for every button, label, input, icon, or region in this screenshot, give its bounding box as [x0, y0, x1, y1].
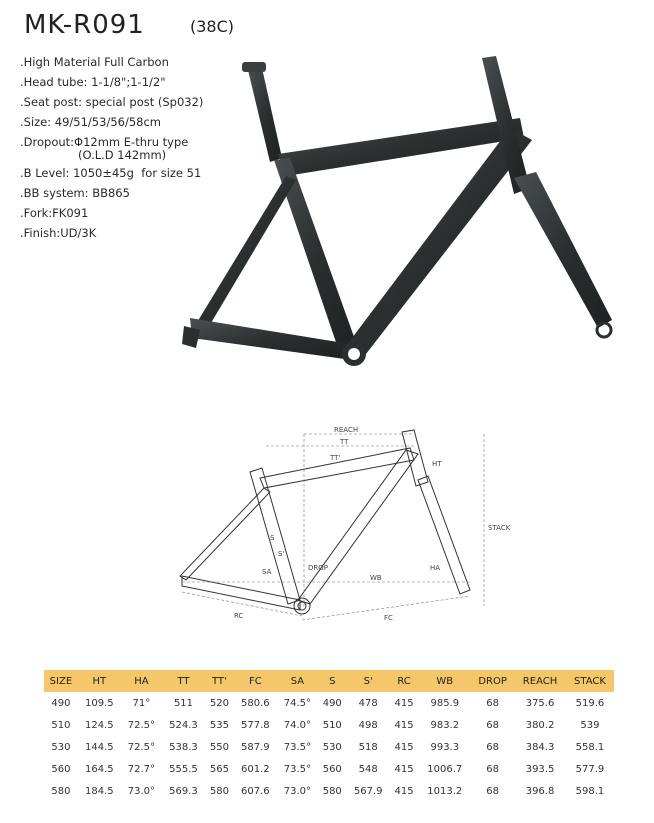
table-cell: 510: [322, 719, 342, 731]
label-tt: TT: [340, 438, 349, 446]
col-s2: S': [347, 670, 390, 692]
table-cell: 478: [358, 697, 378, 709]
spec-fork: .Fork:FK091: [20, 206, 89, 220]
table-cell: 72.7°: [127, 763, 156, 775]
table-cell: 983.2: [430, 719, 460, 731]
label-drop: DROP: [308, 564, 328, 572]
table-cell: 567.9: [353, 785, 383, 797]
table-cell: 993.3: [430, 741, 460, 753]
col-ht: HT: [78, 670, 121, 692]
table-cell: 415: [394, 785, 414, 797]
diagram-seat-stay: [180, 488, 270, 580]
geometry-diagram: [170, 420, 510, 635]
label-ha: HA: [430, 564, 441, 572]
col-rc: RC: [390, 670, 419, 692]
diagram-chain-stay: [182, 576, 300, 610]
label-reach: REACH: [334, 426, 359, 434]
table-cell: 73.0°: [127, 785, 156, 797]
table-cell: 498: [358, 719, 378, 731]
table-cell: 577.9: [575, 763, 605, 775]
diagram-fork: [418, 476, 470, 594]
table-cell: 519.6: [575, 697, 605, 709]
table-cell: 558.1: [575, 741, 605, 753]
table-cell: 530: [51, 741, 71, 753]
table-cell: 74.5°: [283, 697, 311, 709]
table-cell: 511: [173, 697, 194, 709]
diagram-bb-inner: [298, 602, 306, 610]
table-cell: 144.5: [85, 741, 114, 753]
col-wb: WB: [418, 670, 471, 692]
table-cell: 68: [486, 719, 499, 731]
table-cell: 490: [322, 697, 342, 709]
table-cell: 396.8: [525, 785, 555, 797]
table-cell: 73.0°: [283, 785, 311, 797]
table-cell: 580: [51, 785, 71, 797]
table-cell: 415: [394, 741, 414, 753]
col-tt2: TT': [205, 670, 234, 692]
col-size: SIZE: [44, 670, 78, 692]
spec-dropout-old: (O.L.D 142mm): [78, 148, 167, 162]
label-stack: STACK: [488, 524, 510, 532]
product-title: MK-R091: [24, 10, 145, 40]
col-s: S: [318, 670, 347, 692]
table-cell: 68: [486, 785, 499, 797]
table-row: [44, 780, 614, 802]
table-cell: 415: [394, 763, 414, 775]
frame-photo: [170, 48, 630, 378]
table-cell: 184.5: [85, 785, 114, 797]
table-cell: 71°: [132, 697, 151, 709]
table-cell: 68: [486, 741, 499, 753]
table-cell: 580: [322, 785, 342, 797]
table-cell: 560: [322, 763, 342, 775]
label-sa: SA: [262, 568, 272, 576]
chain-stay: [190, 318, 352, 360]
table-cell: 384.3: [525, 741, 555, 753]
table-cell: 524.3: [169, 719, 198, 731]
spec-material: .High Material Full Carbon: [20, 55, 169, 69]
saddle-clamp: [242, 62, 266, 72]
table-cell: 415: [394, 719, 414, 731]
table-cell: 535: [209, 719, 229, 731]
geometry-table: [44, 670, 614, 802]
table-header-row: [44, 670, 614, 692]
table-cell: 68: [486, 697, 499, 709]
product-variant: (38C): [190, 17, 235, 36]
col-tt: TT: [162, 670, 205, 692]
table-cell: 550: [209, 741, 229, 753]
table-row: [44, 692, 614, 714]
diagram-bottom-bracket: [294, 598, 310, 614]
table-cell: 577.8: [240, 719, 270, 731]
col-reach: REACH: [514, 670, 566, 692]
label-tt2: TT': [330, 454, 341, 462]
table-cell: 601.2: [240, 763, 270, 775]
table-row: [44, 758, 614, 780]
table-cell: 490: [51, 697, 71, 709]
col-fc: FC: [234, 670, 277, 692]
table-cell: 74.0°: [283, 719, 311, 731]
table-cell: 569.3: [169, 785, 198, 797]
spec-bb-system: .BB system: BB865: [20, 186, 130, 200]
table-cell: 555.5: [169, 763, 198, 775]
label-s2: S': [278, 550, 285, 558]
col-sa: SA: [277, 670, 318, 692]
label-fc: FC: [384, 614, 393, 622]
diagram-seat-tube: [250, 468, 300, 604]
col-ha: HA: [121, 670, 162, 692]
table-cell: 73.5°: [283, 763, 311, 775]
table-cell: 73.5°: [283, 741, 311, 753]
diagram-down-tube: [298, 450, 418, 604]
table-cell: 565: [209, 763, 229, 775]
table-row: [44, 714, 614, 736]
table-cell: 72.5°: [127, 741, 156, 753]
table-cell: 548: [358, 763, 378, 775]
spec-head-tube: .Head tube: 1-1/8";1-1/2": [20, 75, 166, 89]
table-cell: 518: [358, 741, 378, 753]
table-cell: 68: [486, 763, 499, 775]
fork-dropout: [597, 323, 611, 337]
table-body: [44, 692, 614, 802]
table-cell: 580: [209, 785, 229, 797]
seat-post: [248, 68, 282, 162]
spec-finish: .Finish:UD/3K: [20, 226, 97, 240]
table-cell: 1013.2: [427, 785, 463, 797]
table-cell: 985.9: [430, 697, 460, 709]
table-row: [44, 736, 614, 758]
table-cell: 124.5: [85, 719, 114, 731]
table-cell: 587.9: [240, 741, 270, 753]
table-cell: 538.3: [169, 741, 198, 753]
spec-dropout: .Dropout:Φ12mm E-thru type: [20, 135, 189, 149]
label-wb: WB: [370, 574, 382, 582]
label-ht: HT: [432, 460, 442, 468]
table-cell: 375.6: [525, 697, 555, 709]
col-drop: DROP: [471, 670, 514, 692]
table-cell: 1006.7: [427, 763, 463, 775]
label-s: S: [270, 534, 275, 542]
table-cell: 72.5°: [127, 719, 156, 731]
table-cell: 164.5: [85, 763, 114, 775]
label-rc: RC: [234, 612, 244, 620]
col-stack: STACK: [566, 670, 614, 692]
table-cell: 607.6: [240, 785, 270, 797]
spec-weight: .B Level: 1050±45g for size 51: [20, 166, 202, 180]
table-cell: 109.5: [85, 697, 114, 709]
bottom-bracket-hole: [348, 348, 360, 360]
seat-stay: [196, 176, 296, 328]
table-cell: 380.2: [525, 719, 555, 731]
table-cell: 580.6: [240, 697, 270, 709]
table-cell: 415: [394, 697, 414, 709]
table-cell: 560: [51, 763, 71, 775]
spec-size: .Size: 49/51/53/56/58cm: [20, 115, 161, 129]
table-cell: 393.5: [525, 763, 555, 775]
table-cell: 530: [322, 741, 342, 753]
fork: [514, 172, 612, 328]
table-cell: 598.1: [575, 785, 605, 797]
table-cell: 510: [51, 719, 71, 731]
spec-seat-post: .Seat post: special post (Sp032): [20, 95, 204, 109]
table-cell: 520: [209, 697, 229, 709]
table-cell: 539: [580, 719, 600, 731]
